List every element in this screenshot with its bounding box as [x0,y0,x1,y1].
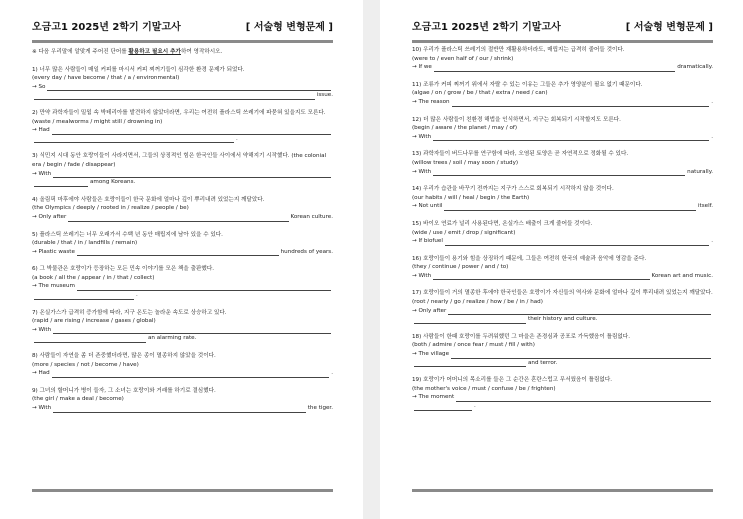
answer-line[interactable]: and terror. [412,359,713,368]
question-korean: 6) 그 박물관은 호랑이가 등장하는 모든 민속 이야기를 모은 책을 출판했다. [32,266,215,273]
question-words: (they / continue / power / and / to) [412,264,509,271]
question-14 [412,185,713,211]
question-korean: 1) 너무 많은 사람들이 매일 커피를 마시서 커피 찌꺼기들이 심각한 환경 문제가 되었다. [32,66,245,73]
question-column-right [412,46,713,420]
answer-line[interactable]: . [412,402,713,411]
answer-line[interactable]: → The moment [412,393,713,402]
answer-line[interactable]: → Had . [32,370,333,377]
answer-line[interactable]: → With . [412,133,713,140]
question-korean: 2) 만약 과학자들이 밀웜 속 박테리아를 발견하지 않았더라면, 우리는 여전히 플라스틱 쓰레기에 파묻혀 있을지도 모른다. [32,109,326,116]
answer-line[interactable]: → The museum [32,282,333,291]
answer-line[interactable]: → With naturally. [412,168,713,175]
answer-line[interactable]: → With [32,326,333,335]
question-words: (durable / that / in / landfills / remain) [32,240,138,247]
question-column-left [32,46,333,422]
question-words: (more / species / not / become / have) [32,361,139,368]
answer-line[interactable]: → So [32,83,333,92]
page-header [412,18,713,32]
question-korean: 9) 그녀의 할머니가 병이 들자, 그 소녀는 호랑이와 거래를 하기로 결심했다. [32,387,216,394]
answer-line[interactable]: → If we dramatically. [412,64,713,71]
question-korean: 13) 과학자들이 버드나무를 연구함에 따라, 오염된 토양은 곧 자연적으로 정화될 수 있다. [412,151,629,158]
question-16 [412,255,713,281]
answer-line[interactable]: → The village [412,350,713,359]
question-6 [32,265,333,299]
answer-line[interactable]: an alarming rate. [32,334,333,343]
answer-line[interactable]: → With the tiger. [32,405,333,411]
question-korean: 15) 바이오 연료가 널리 사용된다면, 온실가스 배출이 크게 줄어들 것이다. [412,220,593,227]
question-words: (the Olympics / deeply / rooted in / realize / people / be) [32,205,189,212]
page-header [32,18,333,32]
question-korean: 11) 조류가 커피 찌꺼기 위에서 자랄 수 있는 이유는 그들은 추가 영양분이 필요 없기 때문이다. [412,81,643,88]
question-korean: 3) 식민지 시대 동안 호랑이들이 사라지면서, 그들의 상징적인 힘은 한국인들 사이에서 약해지기 시작했다. (the colonial era / begin / fade / disappear) [32,153,327,168]
question-2 [32,109,333,143]
question-12 [412,116,713,142]
answer-line[interactable]: among Koreans. [32,178,333,187]
answer-line[interactable]: → If biofuel . [412,238,713,245]
question-words: (wide / use / emit / drop / significant) [412,229,516,236]
answer-line[interactable]: → Only after [412,307,713,316]
question-korean: 4) 올림픽 마후에야 사람들은 호랑이들이 한국 문화에 얼마나 깊이 뿌리내려 있었는지 깨달았다. [32,196,265,203]
exam-subtitle: [ 서술형 변형문제 ] [245,22,333,33]
question-words: (the mother's voice / must / confuse / be / frighten) [412,385,556,392]
question-words: (rapid / are rising / increase / gases / global) [32,318,156,325]
question-korean: 19) 호랑이가 어머니의 목소리를 들은 그 순간은 혼란스럽고 무서웠음이 틀림없다. [412,377,612,384]
answer-line[interactable]: → Only after Korean culture. [32,213,333,220]
header-divider [412,40,713,43]
question-words: (our habits / will / heal / begin / the Earth) [412,194,530,201]
question-15 [412,220,713,246]
question-17 [412,289,713,323]
exam-title: 오금고1 2025년 2학기 기말고사 [32,22,181,33]
question-18 [412,333,713,367]
question-words: (a book / all the / appear / in / that / collect) [32,274,155,281]
exam-title: 오금고1 2025년 2학기 기말고사 [412,22,561,33]
question-korean: 18) 사람들이 한때 호랑이를 두려워했던 그 마을은 존경심과 공포로 가득했음이 틀림없다. [412,333,630,340]
question-words: (were to / even half of / our / shrink) [412,55,514,62]
answer-line[interactable]: → Had [32,126,333,135]
question-korean: 10) 우리가 플라스틱 쓰레기의 절반만 재활용하더라도, 매립지는 급격히 줄어들 것이다. [412,47,625,53]
question-10 [412,46,713,72]
answer-line[interactable]: → Not until itself. [412,203,713,210]
answer-line[interactable]: their history and culture. [412,315,713,324]
question-korean: 8) 사람들이 자연을 좀 더 존중했더라면, 많은 종이 멸종하지 않았을 것이다. [32,353,216,360]
answer-line[interactable]: . [32,291,333,300]
page-right [380,0,743,519]
question-4 [32,196,333,222]
question-1 [32,66,333,100]
answer-line[interactable]: issue. [32,91,333,100]
question-words: (willow trees / soil / may soon / study) [412,159,519,166]
question-13 [412,150,713,176]
question-5 [32,231,333,257]
question-3 [32,152,333,186]
question-words: (both / admire / once fear / must / fill / with) [412,342,535,349]
question-korean: 14) 우리가 습관을 바꾸기 전까지는 지구가 스스로 회복되기 시작하지 않을 것이다. [412,186,614,193]
question-korean: 12) 더 많은 사람들이 친환경 해법을 인식하면서, 지구는 회복되기 시작할지도 모른다. [412,116,621,123]
exam-subtitle: [ 서술형 변형문제 ] [625,22,713,33]
question-11 [412,81,713,107]
question-words: (algae / on / grow / be / that / extra / need / can) [412,90,548,97]
question-words: (waste / mealworms / might still / drowning in) [32,118,163,125]
question-words: (every day / have become / that / a / environmental) [32,75,180,82]
answer-line[interactable]: → Plastic waste hundreds of years. [32,248,333,255]
header-divider [32,40,333,43]
question-korean: 7) 온실가스가 급격히 증가함에 따라, 지구 온도는 놀라운 속도로 상승하고 있다. [32,309,227,316]
question-korean: 5) 플라스틱 쓰레기는 너무 오래가서 수백 년 동안 매립지에 남아 있을 수 있다. [32,231,223,238]
instruction: ※ 다음 우리말에 알맞게 주어진 단어를 활용하고 필요시 추가하여 영작하시오. [32,49,223,55]
answer-line[interactable]: . [32,135,333,144]
question-words: (the girl / make a deal / become) [32,396,124,403]
page-left [0,0,363,519]
footer-divider [412,489,713,492]
question-korean: 16) 호랑이들이 용기와 힘을 상징하기 때문에, 그들은 여전히 한국의 예술과 음악에 영감을 준다. [412,255,647,262]
question-words: (begin / aware / the planet / may / of) [412,125,518,132]
footer-divider [32,489,333,492]
question-8 [32,352,333,378]
answer-line[interactable]: → With [32,170,333,179]
answer-line[interactable]: → With Korean art and music. [412,272,713,279]
answer-line[interactable]: → The reason . [412,98,713,105]
question-korean: 17) 호랑이들이 거의 멸종한 후에야 한국인들은 호랑이가 자신들의 역사와 문화에 얼마나 깊이 뿌리내려 있었는지 깨달았다. (root / nearly / go / realize / how / be / in / had) [412,290,713,306]
question-7 [32,309,333,343]
question-19 [412,376,713,410]
question-9 [32,387,333,413]
